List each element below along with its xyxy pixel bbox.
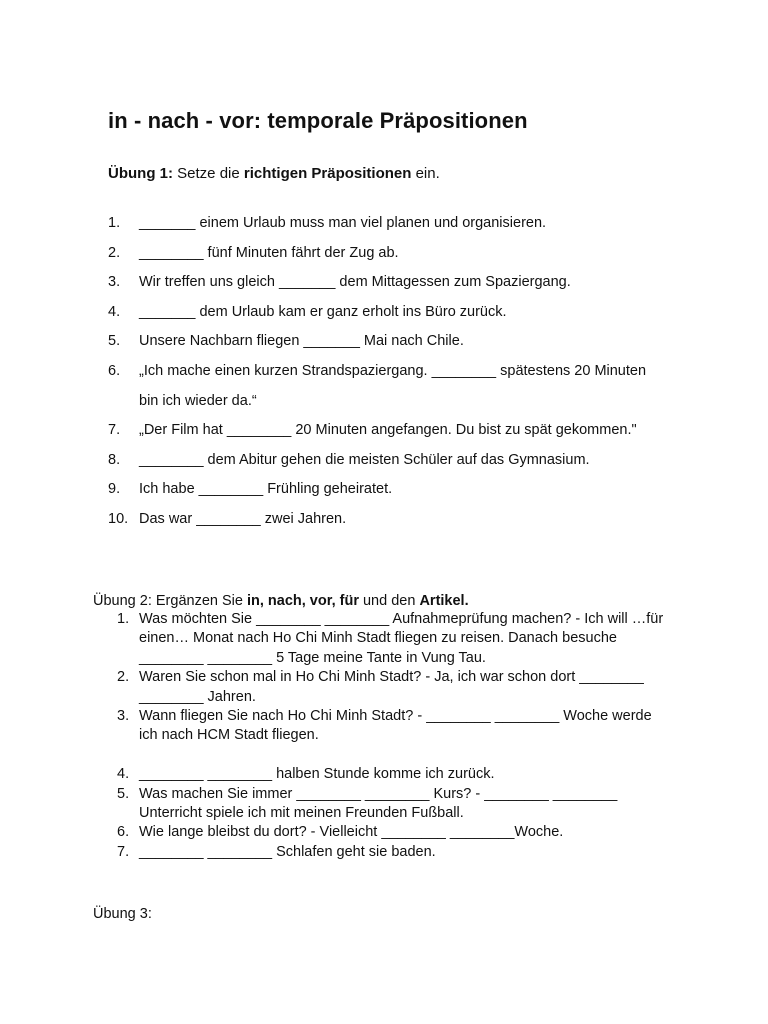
item-number: 5.: [108, 333, 121, 350]
list-item: [108, 668, 674, 707]
item-number: 8.: [108, 451, 121, 468]
item-number: 6.: [108, 362, 121, 379]
item-text: Wir treffen uns gleich _______ dem Mittagessen zum Spaziergang.: [139, 274, 571, 291]
item-text: ________ dem Abitur gehen die meisten Schüler auf das Gymnasium.: [139, 451, 590, 468]
item-text: Ich habe ________ Frühling geheiratet.: [139, 481, 393, 498]
exercise2-list: [108, 610, 674, 862]
list-item: [108, 843, 674, 862]
item-number: 4.: [117, 766, 130, 783]
list-item: [108, 707, 674, 746]
item-text: Was möchten Sie ________ ________ Aufnahmeprüfung machen? - Ich will …für einen… Monat nach Ho Chi Minh Stadt fliegen zu reisen. Danach besuche ________ ________ 5 Tage meine Tante in Vung Tau.: [139, 611, 664, 666]
item-text: _______ einem Urlaub muss man viel planen und organisieren.: [139, 215, 547, 231]
page-title: in - nach - vor: temporale Präpositionen: [108, 108, 528, 133]
list-item: [108, 785, 674, 824]
item-text: _______ dem Urlaub kam er ganz erholt ins Büro zurück.: [139, 303, 507, 320]
list-item: [108, 357, 659, 416]
list-item: [108, 823, 674, 842]
exercise2-bold-prepositions: in, nach, vor, für: [246, 593, 359, 609]
exercise1-instruction-b: ein.: [411, 165, 440, 182]
item-number: 9.: [108, 481, 121, 498]
item-number: 3.: [108, 274, 121, 291]
exercise2-mid: und den: [358, 593, 420, 609]
exercise1-instruction-bold: richtigen Präpositionen: [243, 165, 412, 182]
exercise1-label: Übung 1:: [108, 165, 173, 182]
exercise3-heading: Übung 3:: [93, 906, 152, 922]
list-item: [108, 209, 659, 239]
item-number: 1.: [117, 611, 130, 627]
list-item: [108, 327, 659, 357]
item-number: 5.: [117, 785, 130, 802]
item-number: 10.: [108, 510, 129, 527]
item-number: 3.: [117, 708, 130, 725]
list-item: [108, 475, 659, 505]
list-item: [108, 446, 659, 476]
exercise2-label: Übung 2: Ergänzen Sie: [93, 593, 247, 609]
list-item: [108, 416, 659, 446]
item-text: ________ ________ halben Stunde komme ich zurück.: [139, 766, 495, 783]
exercise2-bold-article: Artikel.: [419, 593, 469, 609]
list-item: [108, 505, 659, 535]
item-text: „Ich mache einen kurzen Strandspaziergang. ________ spätestens 20 Minuten bin ich wieder da.“: [139, 362, 647, 409]
item-text: Das war ________ zwei Jahren.: [139, 510, 347, 527]
exercise1-list: [108, 209, 659, 535]
item-number: 2.: [117, 669, 130, 686]
exercise1-instruction-a: Setze die: [173, 165, 244, 182]
item-number: 7.: [108, 422, 121, 439]
item-text: ________ ________ Schlafen geht sie baden.: [139, 843, 436, 860]
item-text: Wann fliegen Sie nach Ho Chi Minh Stadt? - ________ ________ Woche werde ich nach HCM Stadt fliegen.: [139, 708, 652, 744]
item-number: 4.: [108, 303, 121, 320]
exercise1-heading: [108, 165, 440, 182]
list-item: [108, 239, 659, 269]
item-text: Was machen Sie immer ________ ________ Kurs? - ________ ________ Unterricht spiele ich mit meinen Freunden Fußball.: [139, 785, 618, 822]
list-item: [108, 765, 674, 784]
item-number: 1.: [108, 215, 121, 231]
list-item: [108, 610, 674, 668]
exercise2-heading: [93, 593, 469, 609]
item-text: ________ fünf Minuten fährt der Zug ab.: [139, 244, 399, 261]
item-number: 7.: [117, 843, 130, 860]
list-item: [108, 298, 659, 328]
item-text: Waren Sie schon mal in Ho Chi Minh Stadt? - Ja, ich war schon dort ________ ________ Jahren.: [139, 669, 644, 705]
list-item: [108, 268, 659, 298]
item-number: 6.: [117, 824, 130, 841]
item-text: Unsere Nachbarn fliegen _______ Mai nach Chile.: [139, 333, 464, 350]
item-text: „Der Film hat ________ 20 Minuten angefangen. Du bist zu spät gekommen.": [139, 422, 637, 439]
item-number: 2.: [108, 244, 121, 261]
item-text: Wie lange bleibst du dort? - Vielleicht ________ ________Woche.: [139, 824, 564, 841]
